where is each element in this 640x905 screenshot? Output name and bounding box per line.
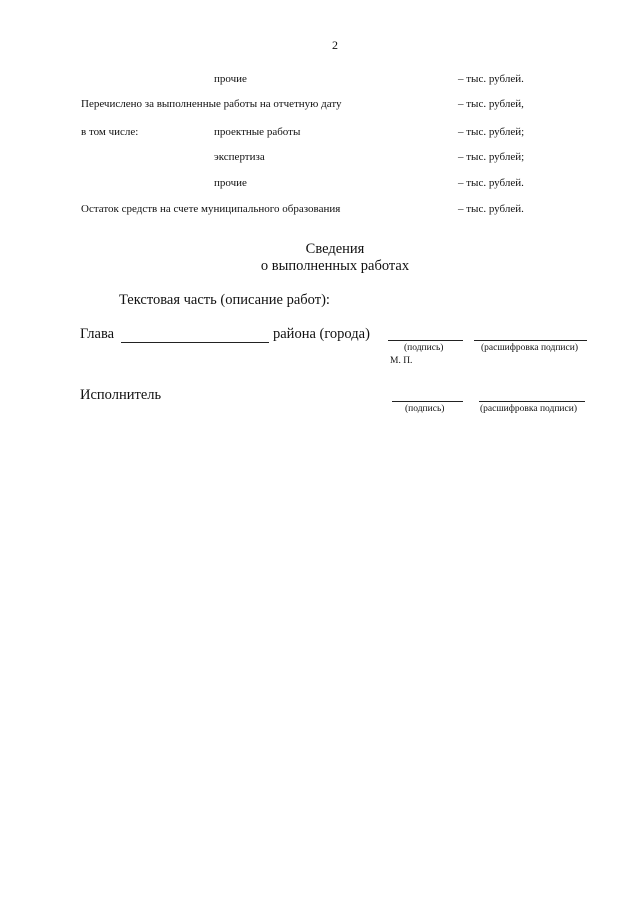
- stamp-label: М. П.: [390, 356, 413, 366]
- text-part-label: Текстовая часть (описание работ):: [119, 292, 330, 308]
- head-suffix: района (города): [273, 326, 370, 342]
- row-2-value: – тыс. рублей,: [458, 98, 524, 110]
- row-1-value: – тыс. рублей.: [458, 73, 524, 85]
- row-6-label: Остаток средств на счете муниципального образования: [81, 203, 341, 215]
- section-title-line-1: Сведения: [305, 241, 365, 257]
- head-decoding-line[interactable]: [474, 340, 587, 341]
- row-6-value: – тыс. рублей.: [458, 203, 524, 215]
- row-4-value: – тыс. рублей;: [458, 151, 525, 163]
- executor-decoding-caption: (расшифровка подписи): [480, 404, 577, 414]
- executor-signature-caption: (подпись): [405, 404, 445, 414]
- row-1-sublabel: прочие: [214, 73, 247, 85]
- page-number: 2: [332, 38, 338, 52]
- row-3-label: в том числе:: [81, 126, 139, 138]
- executor-signature-line[interactable]: [392, 401, 463, 402]
- row-3-value: – тыс. рублей;: [458, 126, 525, 138]
- head-decoding-caption: (расшифровка подписи): [481, 343, 578, 353]
- district-name-line[interactable]: [121, 342, 269, 343]
- section-title-line-2: о выполненных работах: [260, 258, 410, 274]
- row-4-sublabel: экспертиза: [214, 151, 265, 163]
- head-signature-line[interactable]: [388, 340, 463, 341]
- row-5-sublabel: прочие: [214, 177, 247, 189]
- executor-label: Исполнитель: [80, 387, 162, 403]
- row-2-label: Перечислено за выполненные работы на отчетную дату: [81, 98, 342, 110]
- executor-decoding-line[interactable]: [479, 401, 585, 402]
- row-3-sublabel: проектные работы: [214, 126, 301, 138]
- row-5-value: – тыс. рублей.: [458, 177, 524, 189]
- head-signature-caption: (подпись): [404, 343, 444, 353]
- head-label: Глава: [80, 326, 115, 342]
